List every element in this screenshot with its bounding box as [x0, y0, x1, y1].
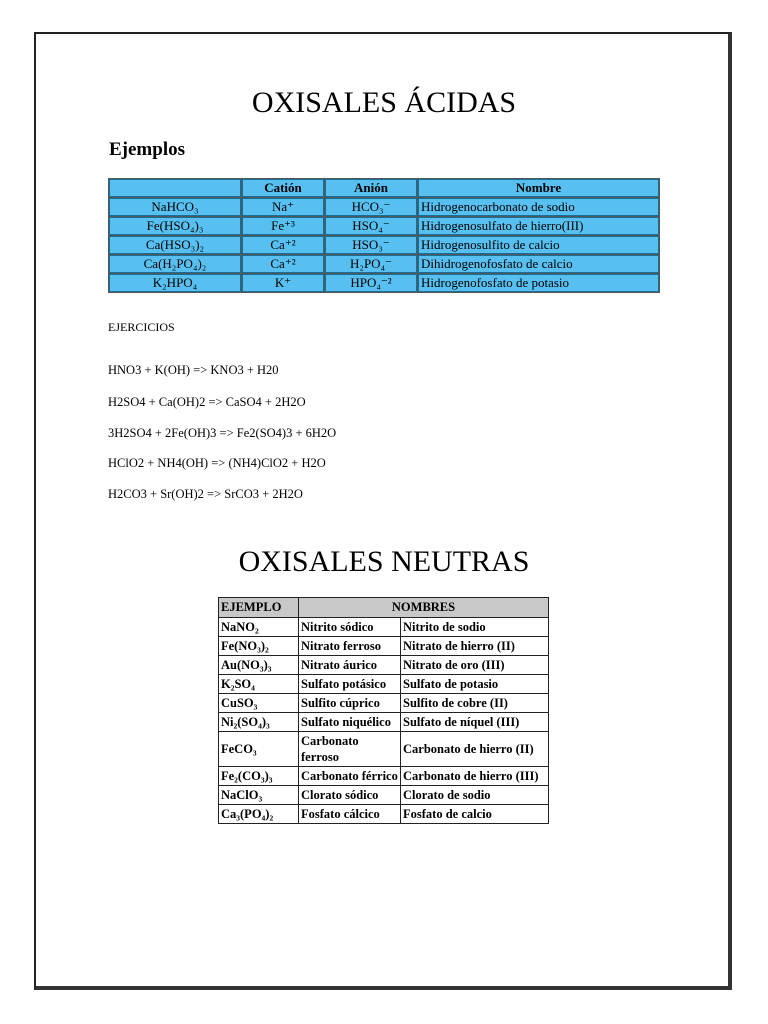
- acid-formula: NaHCO₃: [109, 198, 241, 216]
- neutral-header-ejemplo: EJEMPLO: [219, 598, 299, 618]
- neutral-traditional-name: Clorato sódico: [299, 786, 401, 805]
- acid-anion: HPO₄⁻²: [325, 274, 417, 292]
- neutral-traditional-name: Fosfato cálcico: [299, 805, 401, 824]
- neutral-traditional-name: Nitrito sódico: [299, 618, 401, 637]
- neutral-stock-name: Sulfato de potasio: [401, 675, 549, 694]
- neutral-stock-name: Fosfato de calcio: [401, 805, 549, 824]
- acid-name: Hidrogenofosfato de potasio: [418, 274, 659, 292]
- exercise-equation: HClO2 + NH4(OH) => (NH4)ClO2 + H2O: [108, 456, 326, 470]
- acid-cation: Fe⁺³: [242, 217, 324, 235]
- neutral-salts-table: [218, 597, 549, 824]
- title-oxisales-acidas: OXISALES ÁCIDAS: [251, 86, 517, 119]
- neutral-stock-name: Clorato de sodio: [401, 786, 549, 805]
- neutral-stock-name: Sulfato de níquel (III): [401, 713, 549, 732]
- neutral-formula: FeCO₃: [219, 732, 299, 767]
- table-row: [109, 236, 659, 254]
- table-row: [219, 656, 549, 675]
- acid-cation: Ca⁺²: [242, 236, 324, 254]
- acid-salts-table: [108, 178, 660, 293]
- table-row: [219, 675, 549, 694]
- neutral-stock-name: Carbonato de hierro (III): [401, 767, 549, 786]
- acid-anion: HSO₃⁻: [325, 236, 417, 254]
- acid-cation: K⁺: [242, 274, 324, 292]
- neutral-formula: Fe(NO₃)₂: [219, 637, 299, 656]
- table-row: [219, 805, 549, 824]
- neutral-formula: Fe₂(CO₃)₃: [219, 767, 299, 786]
- acid-header-nombre: Nombre: [418, 179, 659, 197]
- neutral-formula: Ca₃(PO₄)₂: [219, 805, 299, 824]
- acid-name: Hidrogenosulfato de hierro(III): [418, 217, 659, 235]
- acid-name: Dihidrogenofosfato de calcio: [418, 255, 659, 273]
- neutral-header-nombres: NOMBRES: [299, 598, 549, 618]
- acid-formula: Ca(H₂PO₄)₂: [109, 255, 241, 273]
- neutral-traditional-name: Carbonato férrico: [299, 767, 401, 786]
- acid-anion: HSO₄⁻: [325, 217, 417, 235]
- neutral-traditional-name: Nitrato áurico: [299, 656, 401, 675]
- acid-name: Hidrogenosulfito de calcio: [418, 236, 659, 254]
- neutral-stock-name: Nitrato de hierro (II): [401, 637, 549, 656]
- neutral-traditional-name: Sulfato niquélico: [299, 713, 401, 732]
- neutral-formula: Ni₂(SO₄)₃: [219, 713, 299, 732]
- acid-anion: HCO₃⁻: [325, 198, 417, 216]
- table-row: [219, 618, 549, 637]
- table-row: [219, 767, 549, 786]
- acid-header-empty: [109, 179, 241, 197]
- neutral-stock-name: Nitrato de oro (III): [401, 656, 549, 675]
- neutral-formula: NaClO₃: [219, 786, 299, 805]
- acid-cation: Ca⁺²: [242, 255, 324, 273]
- exercise-equation: H2CO3 + Sr(OH)2 => SrCO3 + 2H2O: [108, 487, 303, 501]
- neutral-formula: Au(NO₃)₃: [219, 656, 299, 675]
- table-row: [219, 713, 549, 732]
- neutral-formula: CuSO₃: [219, 694, 299, 713]
- neutral-traditional-name: Sulfato potásico: [299, 675, 401, 694]
- table-row: [109, 255, 659, 273]
- subtitle-ejemplos: Ejemplos: [109, 139, 185, 160]
- table-row: [219, 637, 549, 656]
- neutral-traditional-name: Carbonato ferroso: [299, 732, 401, 767]
- exercises-heading: EJERCICIOS: [108, 320, 175, 334]
- table-row: [109, 274, 659, 292]
- exercise-equation: H2SO4 + Ca(OH)2 => CaSO4 + 2H2O: [108, 395, 306, 409]
- table-row: [109, 217, 659, 235]
- acid-formula: Ca(HSO₃)₂: [109, 236, 241, 254]
- table-row: [219, 786, 549, 805]
- neutral-table-header-row: [219, 598, 549, 618]
- table-row: [109, 198, 659, 216]
- acid-anion: H₂PO₄⁻: [325, 255, 417, 273]
- neutral-traditional-name: Sulfito cúprico: [299, 694, 401, 713]
- page-frame: [34, 32, 732, 990]
- acid-name: Hidrogenocarbonato de sodio: [418, 198, 659, 216]
- neutral-formula: K₂SO₄: [219, 675, 299, 694]
- neutral-stock-name: Carbonato de hierro (II): [401, 732, 549, 767]
- neutral-formula: NaNO₂: [219, 618, 299, 637]
- title-oxisales-neutras: OXISALES NEUTRAS: [238, 545, 530, 578]
- acid-formula: K₂HPO₄: [109, 274, 241, 292]
- table-row: [219, 694, 549, 713]
- neutral-stock-name: Nitrito de sodio: [401, 618, 549, 637]
- neutral-traditional-name: Nitrato ferroso: [299, 637, 401, 656]
- acid-header-cation: Catión: [242, 179, 324, 197]
- neutral-stock-name: Sulfito de cobre (II): [401, 694, 549, 713]
- table-row: [219, 732, 549, 767]
- exercise-equation: HNO3 + K(OH) => KNO3 + H20: [108, 363, 279, 377]
- acid-header-anion: Anión: [325, 179, 417, 197]
- acid-cation: Na⁺: [242, 198, 324, 216]
- exercise-equation: 3H2SO4 + 2Fe(OH)3 => Fe2(SO4)3 + 6H2O: [108, 426, 337, 440]
- acid-table-header-row: [109, 179, 659, 197]
- acid-formula: Fe(HSO₄)₃: [109, 217, 241, 235]
